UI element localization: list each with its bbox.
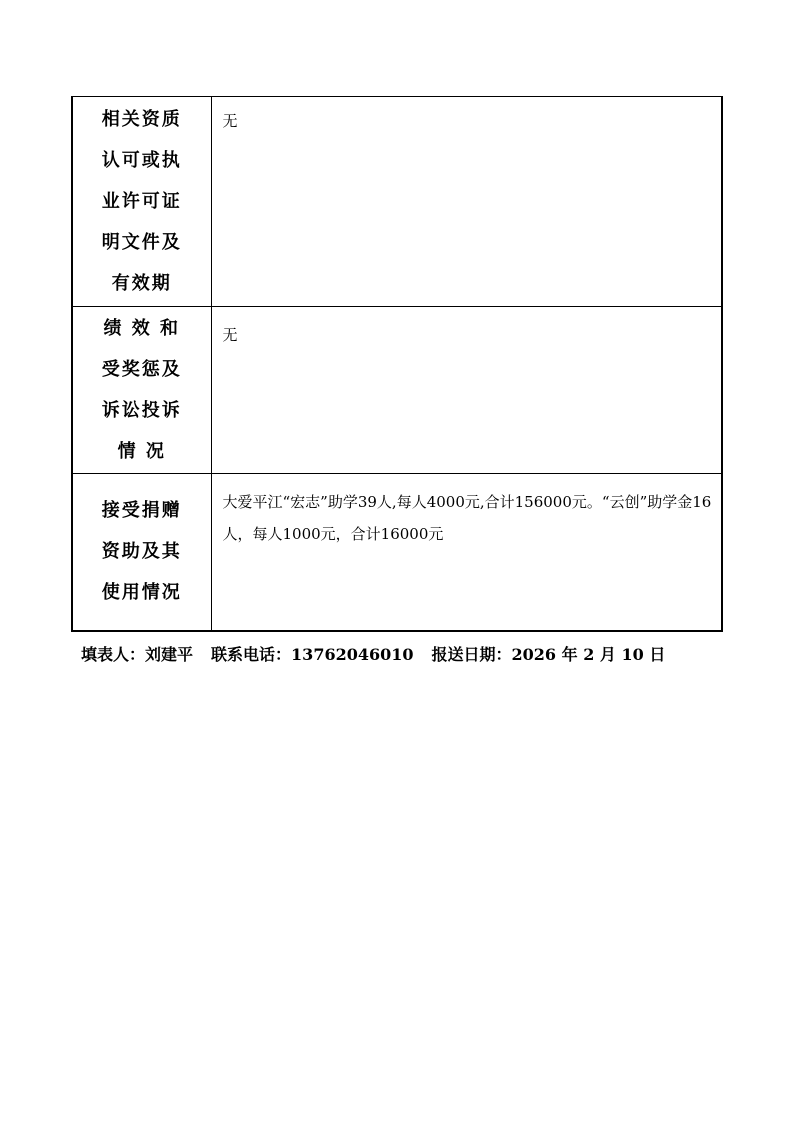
filler-name: 刘建平 — [145, 645, 194, 664]
filler-label: 填表人： — [81, 645, 146, 664]
label-line: 诉讼投诉 — [101, 400, 182, 421]
date-label: 报送日期： — [431, 645, 512, 664]
row-content: 无 — [211, 97, 722, 307]
row-content: 无 — [211, 307, 722, 474]
label-line: 相关资质 — [101, 109, 182, 130]
row-label — [72, 474, 211, 631]
label-line: 资助及其 — [101, 541, 182, 563]
info-table — [71, 96, 723, 632]
label-line: 明文件及 — [101, 232, 182, 253]
label-line: 绩 效 和 — [103, 318, 181, 339]
report-date: 2026 年 2 月 10 日 — [511, 645, 666, 664]
label-line: 认可或执 — [101, 150, 182, 171]
row-label — [72, 97, 211, 307]
label-line: 情 况 — [117, 441, 166, 462]
label-line: 接受捐赠 — [101, 500, 182, 522]
label-line: 业许可证 — [101, 191, 182, 212]
label-line: 受奖惩及 — [101, 359, 182, 380]
phone-number: 13762046010 — [291, 645, 414, 664]
phone-label: 联系电话： — [211, 645, 292, 664]
table-row-qualifications — [72, 97, 722, 307]
footer-line — [81, 642, 665, 665]
table-row-performance — [72, 307, 722, 474]
row-content: 大爱平江“宏志”助学39人,每人4000元,合计156000元。“云创”助学金16人，每人1000元，合计16000元 — [211, 474, 722, 631]
table-row-donations — [72, 474, 722, 631]
label-line: 使用情况 — [101, 582, 182, 604]
label-line: 有效期 — [111, 273, 172, 294]
row-label — [72, 307, 211, 474]
